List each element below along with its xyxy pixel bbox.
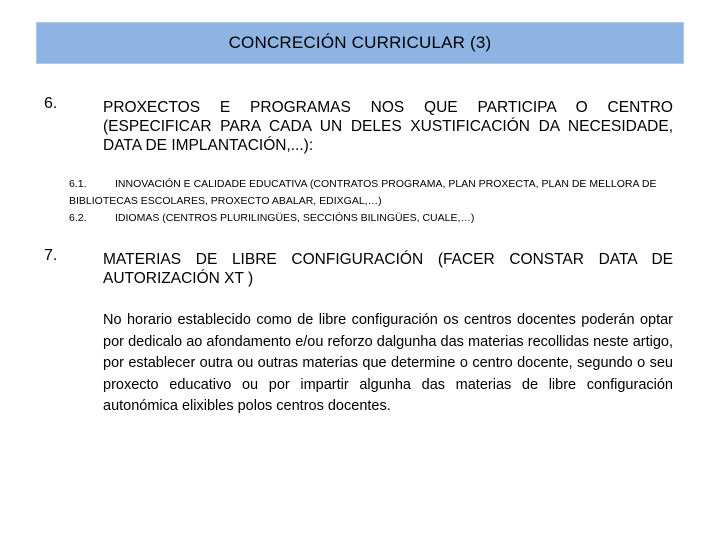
item-7-paragraph: No horario establecido como de libre configuración os centros docentes poderán optar por dedicalo ao afondamento e/ou reforzo dalgunha das materias recollidas neste artigo, por establecer outra ou outras materias que determine o centro docente, segundo o seu proxecto educativo ou por impartir algunha das materias de libre configuración autonómica elixibles polos centros docentes.: [103, 312, 673, 414]
subitem-6-1-number: 6.1.: [69, 178, 87, 190]
subitem-6-1: [69, 176, 679, 210]
item-6-number: 6.: [44, 95, 58, 112]
title-banner: [36, 22, 684, 64]
item-7-text: MATERIAS DE LIBRE CONFIGURACIÓN (FACER CONSTAR DATA DE AUTORIZACIÓN XT ): [103, 251, 673, 287]
page-title: CONCRECIÓN CURRICULAR (3): [228, 33, 492, 52]
item-6-text: PROXECTOS E PROGRAMAS NOS QUE PARTICIPA O CENTRO (ESPECIFICAR PARA CADA UN DELES XUSTIFICACIÓN DA NECESIDADE, DATA DE IMPLANTACIÓN,...):: [103, 99, 673, 154]
subitem-6-1-text: INNOVACIÓN E CALIDADE EDUCATIVA (CONTRATOS PROGRAMA, PLAN PROXECTA, PLAN DE MELLORA DE BIBLIOTECAS ESCOLARES, PROXECTO ABALAR, EDIXGAL,…): [69, 178, 657, 207]
subitem-6-2-number: 6.2.: [69, 212, 87, 224]
item-7-number: 7.: [44, 247, 58, 264]
subitem-6-2-text: IDIOMAS (CENTROS PLURILINGÜES, SECCIÓNS BILINGÜES, CUALE,…): [115, 212, 475, 224]
subitem-6-2: [69, 210, 679, 227]
